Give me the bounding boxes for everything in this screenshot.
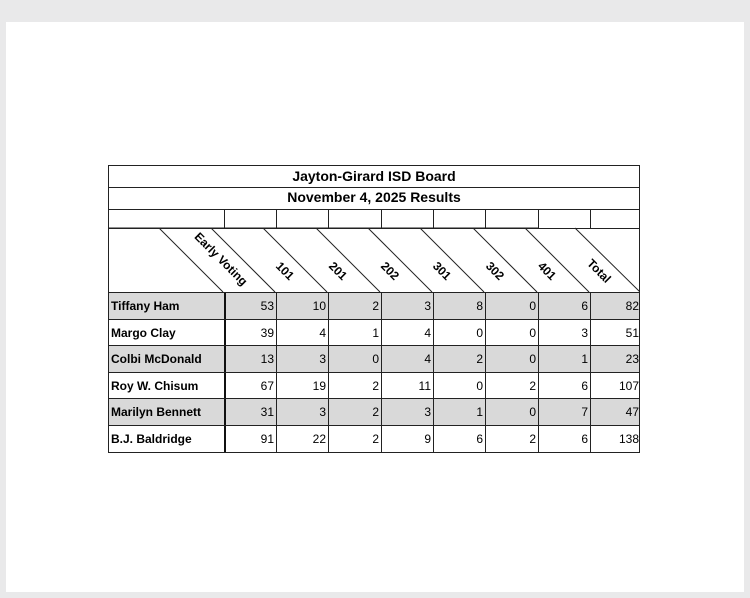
candidate-name: Marilyn Bennett [111, 405, 202, 420]
vote-count: 4 [381, 346, 433, 372]
results-table [108, 165, 640, 452]
column-header: 201 [325, 258, 350, 284]
table-row [108, 425, 640, 453]
column-header: 101 [272, 258, 298, 284]
candidate-name: Roy W. Chisum [111, 378, 199, 393]
column-header: 202 [377, 258, 403, 284]
vote-count: 2 [433, 346, 485, 372]
vote-count: 53 [224, 293, 276, 319]
candidate-name: Margo Clay [111, 325, 176, 340]
column-header: 401 [534, 258, 560, 284]
vote-count: 0 [485, 320, 538, 346]
table-row [108, 292, 640, 320]
vote-count: 8 [433, 293, 485, 319]
candidate-name: B.J. Baldridge [111, 432, 192, 446]
vote-count: 82 [590, 293, 641, 319]
vote-count: 31 [224, 399, 276, 425]
vote-count: 67 [224, 373, 276, 399]
vote-count: 2 [328, 293, 381, 319]
vote-count: 3 [381, 399, 433, 425]
vote-count: 6 [538, 293, 590, 319]
vote-count: 0 [485, 346, 538, 372]
table-row [108, 398, 640, 426]
vote-count: 107 [590, 373, 641, 399]
vote-count: 2 [485, 426, 538, 452]
vote-count: 3 [538, 320, 590, 346]
table-title: Jayton-Girard ISD Board [108, 165, 640, 188]
vote-count: 6 [538, 373, 590, 399]
vote-count: 138 [590, 426, 641, 452]
vote-count: 19 [276, 373, 328, 399]
vote-count: 4 [276, 320, 328, 346]
vote-count: 6 [433, 426, 485, 452]
vote-count: 2 [328, 426, 381, 452]
candidate-name: Tiffany Ham [111, 299, 180, 313]
vote-count: 4 [381, 320, 433, 346]
vote-count: 11 [381, 373, 433, 399]
vote-count: 22 [276, 426, 328, 452]
vote-count: 1 [328, 320, 381, 346]
vote-count: 2 [328, 399, 381, 425]
vote-count: 3 [276, 346, 328, 372]
column-header: Total [583, 256, 614, 286]
vote-count: 3 [276, 399, 328, 425]
vote-count: 47 [590, 399, 641, 425]
vote-count: 39 [224, 320, 276, 346]
candidate-name: Colbi McDonald [111, 352, 202, 367]
vote-count: 13 [224, 346, 276, 372]
table-row [108, 372, 640, 400]
vote-count: 7 [538, 399, 590, 425]
vote-count: 2 [328, 373, 381, 399]
vote-count: 2 [485, 373, 538, 399]
vote-count: 0 [433, 320, 485, 346]
table-subtitle: November 4, 2025 Results [108, 187, 640, 210]
vote-count: 0 [485, 293, 538, 319]
vote-count: 0 [485, 399, 538, 425]
vote-count: 10 [276, 293, 328, 319]
table-row [108, 319, 640, 347]
table-row [108, 345, 640, 373]
column-header: 301 [429, 258, 455, 284]
vote-count: 91 [224, 426, 276, 452]
vote-count: 0 [433, 373, 485, 399]
vote-count: 1 [538, 346, 590, 372]
vote-count: 1 [433, 399, 485, 425]
column-header: 302 [482, 258, 507, 284]
vote-count: 6 [538, 426, 590, 452]
vote-count: 3 [381, 293, 433, 319]
vote-count: 9 [381, 426, 433, 452]
column-header: Early Voting [191, 229, 251, 289]
vote-count: 23 [590, 346, 641, 372]
vote-count: 0 [328, 346, 381, 372]
vote-count: 51 [590, 320, 641, 346]
